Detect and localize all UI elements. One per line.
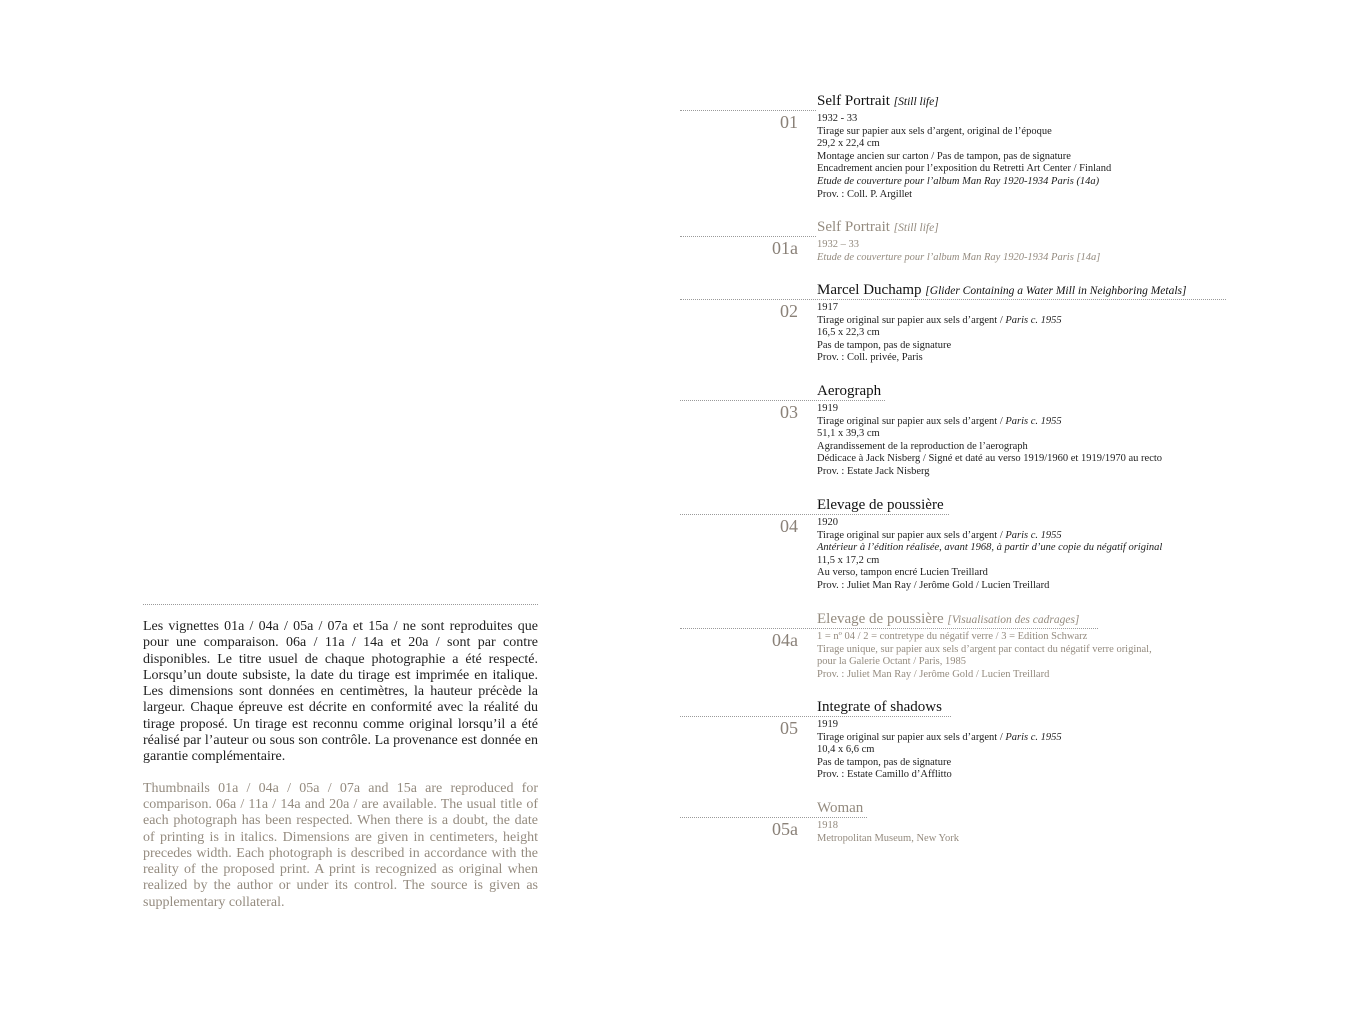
entry-detail-line [817, 669, 1152, 682]
entry-number: 02 [780, 301, 798, 321]
entry-detail-line [817, 567, 1162, 580]
detail-print-date: Paris c. 1955 [1005, 314, 1062, 326]
entry-detail-line [817, 757, 1062, 770]
detail-text: 11,5 x 17,2 cm [817, 554, 880, 566]
entry-detail-line [817, 428, 1162, 441]
entry-number: 01 [780, 112, 798, 132]
entry-details [817, 820, 959, 845]
detail-text: pour la Galerie Octant / Paris, 1985 [817, 656, 966, 668]
entry-details [817, 719, 1062, 782]
entry-number: 05 [780, 718, 798, 738]
detail-print-date: Paris c. 1955 [1005, 415, 1062, 427]
entry-detail-line [817, 656, 1152, 669]
entry-title [817, 219, 939, 237]
entry-detail-line [817, 530, 1162, 543]
entry-details [817, 113, 1111, 201]
entry-subtitle: [Still life] [893, 222, 939, 234]
detail-text: Prov. : Coll. P. Argillet [817, 188, 913, 200]
detail-text: Prov. : Estate Jack Nisberg [817, 465, 930, 477]
entry-title-text: Self Portrait [817, 93, 890, 109]
entry-number: 03 [780, 402, 798, 422]
entry-title [817, 497, 944, 514]
entry-title-text: Aerograph [817, 383, 882, 399]
entry-subtitle: [Visualisation des cadrages] [947, 614, 1080, 626]
detail-print-date: Paris c. 1955 [1005, 529, 1062, 541]
entry-detail-line [817, 833, 959, 846]
detail-text: Prov. : Coll. privée, Paris [817, 352, 923, 364]
detail-text: Tirage original sur papier aux sels d’argent / [817, 731, 1006, 743]
detail-text: 1919 [817, 719, 838, 730]
detail-text: 1918 [817, 820, 838, 831]
detail-text: Etude de couverture pour l’album Man Ray 1920-1934 Paris (14a) [817, 175, 1100, 187]
detail-text: Antérieur à l’édition réalisée, avant 1968, à partir d’une copie du négatif original [817, 542, 1163, 554]
entry-detail-line [817, 403, 1162, 416]
detail-text: 1920 [817, 517, 838, 528]
detail-text: Tirage original sur papier aux sels d’argent / [817, 314, 1006, 326]
entry-detail-line [817, 252, 1100, 265]
entry-detail-line [817, 416, 1162, 429]
detail-text: 1 = nº 04 / 2 = contretype du négatif verre / 3 = Edition Schwarz [817, 631, 1088, 642]
detail-text: Tirage sur papier aux sels d’argent, original de l’époque [817, 125, 1052, 137]
entry-detail-line [817, 113, 1111, 126]
detail-text: Metropolitan Museum, New York [817, 832, 960, 844]
detail-text: 1932 - 33 [817, 113, 858, 124]
entry-details [817, 631, 1152, 681]
entry-detail-line [817, 631, 1152, 644]
detail-text: Pas de tampon, pas de signature [817, 339, 952, 351]
entry-detail-line [817, 315, 1062, 328]
detail-text: Pas de tampon, pas de signature [817, 756, 952, 768]
entry-subtitle: [Glider Containing a Water Mill in Neighboring Metals] [925, 285, 1187, 297]
entry-detail-line [817, 163, 1111, 176]
entry-number: 01a [772, 238, 798, 258]
entry-detail-line [817, 189, 1111, 202]
entry-title [817, 699, 942, 716]
detail-text: Tirage original sur papier aux sels d’argent / [817, 529, 1006, 541]
entry-detail-line [817, 138, 1111, 151]
entry-detail-line [817, 352, 1062, 365]
detail-text: Agrandissement de la reproduction de l’aerograph [817, 440, 1028, 452]
entry-details [817, 517, 1162, 593]
detail-text: 29,2 x 22,4 cm [817, 138, 880, 150]
entry-title [817, 800, 863, 817]
entry-detail-line [817, 555, 1162, 568]
detail-text: 1919 [817, 403, 838, 414]
detail-text: 16,5 x 22,3 cm [817, 327, 880, 339]
entry-title [817, 611, 1079, 629]
entry-detail-line [817, 302, 1062, 315]
entry-details [817, 302, 1062, 365]
detail-text: Dédicace à Jack Nisberg / Signé et daté au verso 1919/1960 et 1919/1970 au recto [817, 453, 1163, 465]
detail-text: Tirage unique, sur papier aux sels d’argent par contact du négatif verre original, [817, 643, 1152, 655]
entry-detail-line [817, 176, 1111, 189]
entry-detail-line [817, 744, 1062, 757]
entry-detail-line [817, 580, 1162, 593]
entry-detail-line [817, 517, 1162, 530]
entry-detail-line [817, 820, 959, 833]
detail-text: Prov. : Estate Camillo d’Afflitto [817, 769, 952, 781]
entry-detail-line [817, 542, 1162, 555]
entry-number: 04 [780, 516, 798, 536]
entry-title-text: Integrate of shadows [817, 699, 942, 715]
entry-title [817, 282, 1187, 300]
detail-text: Prov. : Juliet Man Ray / Jerôme Gold / Lucien Treillard [817, 668, 1050, 680]
detail-text: 1932 – 33 [817, 239, 859, 250]
entry-detail-line [817, 466, 1162, 479]
entry-detail-line [817, 719, 1062, 732]
detail-text: Etude de couverture pour l’album Man Ray 1920-1934 Paris [14a] [817, 251, 1101, 263]
entry-details [817, 239, 1100, 264]
detail-text: 10,4 x 6,6 cm [817, 744, 875, 756]
entry-detail-line [817, 644, 1152, 657]
entry-title [817, 93, 939, 111]
detail-print-date: Paris c. 1955 [1005, 731, 1062, 743]
entry-title-text: Self Portrait [817, 219, 890, 235]
entry-title-text: Marcel Duchamp [817, 282, 922, 298]
entry-detail-line [817, 151, 1111, 164]
entry-detail-line [817, 340, 1062, 353]
entry-detail-line [817, 441, 1162, 454]
entry-title [817, 383, 881, 400]
entry-subtitle: [Still life] [893, 96, 939, 108]
detail-text: Encadrement ancien pour l’exposition du Retretti Art Center / Finland [817, 163, 1112, 175]
entry-title-text: Elevage de poussière [817, 497, 944, 513]
entry-detail-line [817, 769, 1062, 782]
entry-title-text: Woman [817, 800, 864, 816]
entry-detail-line [817, 239, 1100, 252]
entry-detail-line [817, 327, 1062, 340]
entry-detail-line [817, 126, 1111, 139]
detail-text: Au verso, tampon encré Lucien Treillard [817, 567, 988, 579]
detail-text: 51,1 x 39,3 cm [817, 428, 880, 440]
entry-details [817, 403, 1162, 479]
entry-title-text: Elevage de poussière [817, 611, 944, 627]
detail-text: Prov. : Juliet Man Ray / Jerôme Gold / Lucien Treillard [817, 579, 1050, 591]
entry-number: 05a [772, 819, 798, 839]
entry-detail-line [817, 732, 1062, 745]
entry-number: 04a [772, 630, 798, 650]
detail-text: 1917 [817, 302, 838, 313]
detail-text: Tirage original sur papier aux sels d’argent / [817, 415, 1006, 427]
detail-text: Montage ancien sur carton / Pas de tampon, pas de signature [817, 150, 1071, 162]
intro-english: Thumbnails 01a / 04a / 05a / 07a and 15a are reproduced for comparison. 06a / 11a / 14a and 20a / are available. The usual title of each photograph has been respected. When there is a doubt, the date of printing is in italics. Dimensions are given in centimeters, height precedes width. Each photograph is described in accordance with the reality of the proposed print. A print is recognized as original when realized by the author or under its control. The source is given as supplementary collateral. [143, 780, 538, 910]
entry-detail-line [817, 453, 1162, 466]
intro-french: Les vignettes 01a / 04a / 05a / 07a et 15a / ne sont reproduites que pour une comparaison. 06a / 11a / 14a et 20a / sont par contre disponibles. Le titre usuel de chaque photographie a été respecté. Lorsqu’un doute subsiste, la date du tirage est imprimée en italique. Les dimensions sont données en centimètres, la hauteur précède la largeur. Chaque épreuve est décrite en conformité avec la réalité du tirage proposé. Un tirage est reconnu comme original lorsqu’il a été réalisé par l’auteur ou sous son contrôle. La provenance est donnée en garantie complémentaire. [143, 619, 538, 765]
